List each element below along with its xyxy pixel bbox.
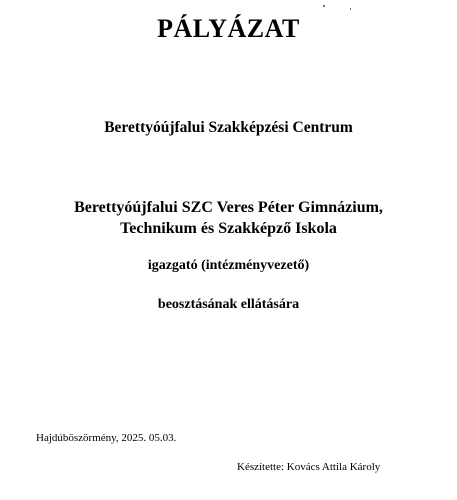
organization-name: Berettyóújfalui Szakképzési Centrum [104, 119, 353, 136]
place-and-date: Hajdúböszörmény, 2025. 05.03. [36, 432, 177, 444]
task-description: beosztásának ellátására [157, 297, 300, 312]
scan-speck [323, 5, 325, 7]
position-title: igazgató (intézményvezető) [147, 258, 310, 273]
school-name-line-1: Berettyóújfalui SZC Veres Péter Gimnázium, [74, 199, 383, 216]
author-line: Készítette: Kovács Attila Károly [237, 461, 381, 473]
document-title: PÁLYÁZAT [157, 14, 300, 43]
scan-speck [350, 8, 351, 10]
school-name-line-2: Technikum és Szakképző Iskola [120, 220, 337, 237]
